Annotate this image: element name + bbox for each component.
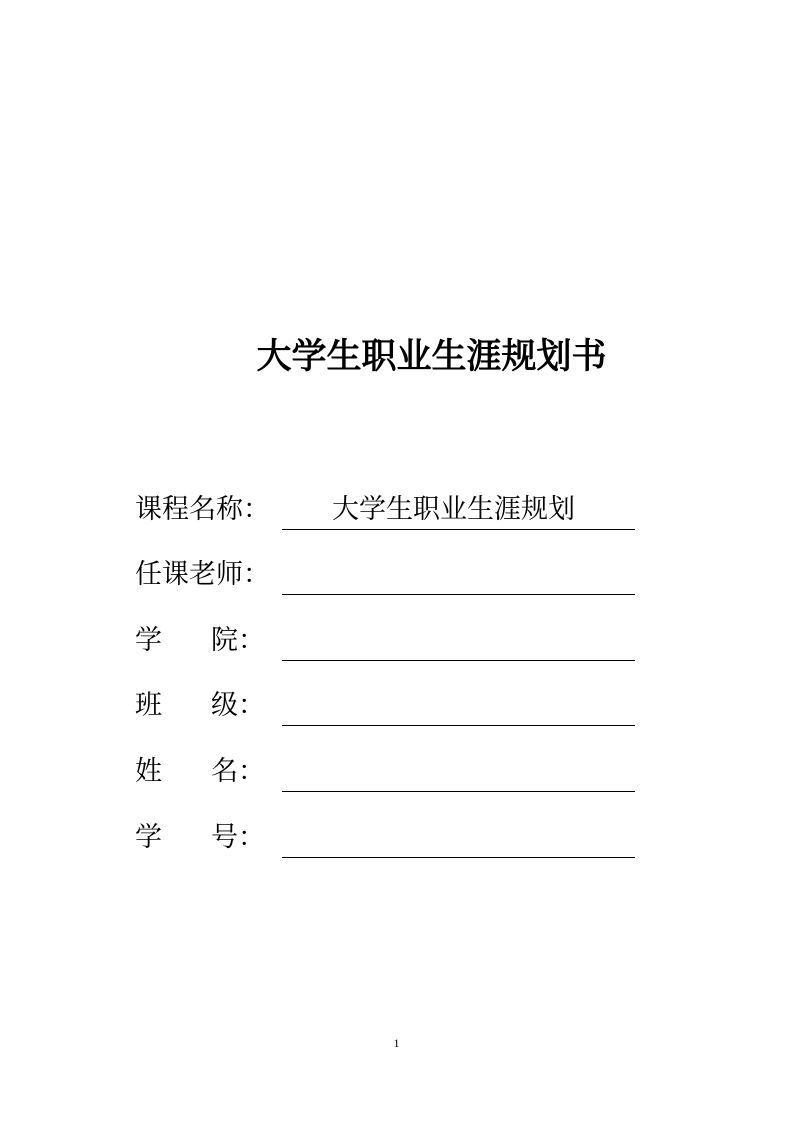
field-label-course-name: 课程名称： <box>135 494 270 525</box>
field-value-student-id <box>282 818 635 858</box>
field-value-class <box>282 686 635 726</box>
field-label-name-part-2: 名： <box>211 756 265 787</box>
field-value-name <box>282 752 635 792</box>
field-label-college <box>135 621 265 661</box>
field-label-college-part-2: 院： <box>211 625 265 656</box>
form-row-course-name <box>135 490 635 530</box>
field-value-course-name: 大学生职业生涯规划 <box>282 490 635 530</box>
field-label-name-part-1: 姓 <box>135 756 162 787</box>
document-title: 大学生职业生涯规划书 <box>256 337 607 377</box>
field-label-class-part-2: 级： <box>211 690 265 721</box>
field-label-student-id-part-1: 学 <box>135 822 162 853</box>
form-row-instructor <box>135 555 635 595</box>
page-number: 1 <box>393 1036 400 1050</box>
form-row-college <box>135 621 635 661</box>
form-row-student-id <box>135 818 635 858</box>
field-label-class <box>135 686 265 726</box>
field-label-student-id <box>135 818 265 858</box>
field-label-name <box>135 752 265 792</box>
field-label-class-part-1: 班 <box>135 690 162 721</box>
field-label-instructor: 任课老师： <box>135 559 270 590</box>
field-value-college <box>282 621 635 661</box>
field-value-instructor <box>282 555 635 595</box>
field-label-student-id-part-2: 号： <box>211 822 265 853</box>
form-row-class <box>135 686 635 726</box>
form-row-name <box>135 752 635 792</box>
field-label-college-part-1: 学 <box>135 625 162 656</box>
